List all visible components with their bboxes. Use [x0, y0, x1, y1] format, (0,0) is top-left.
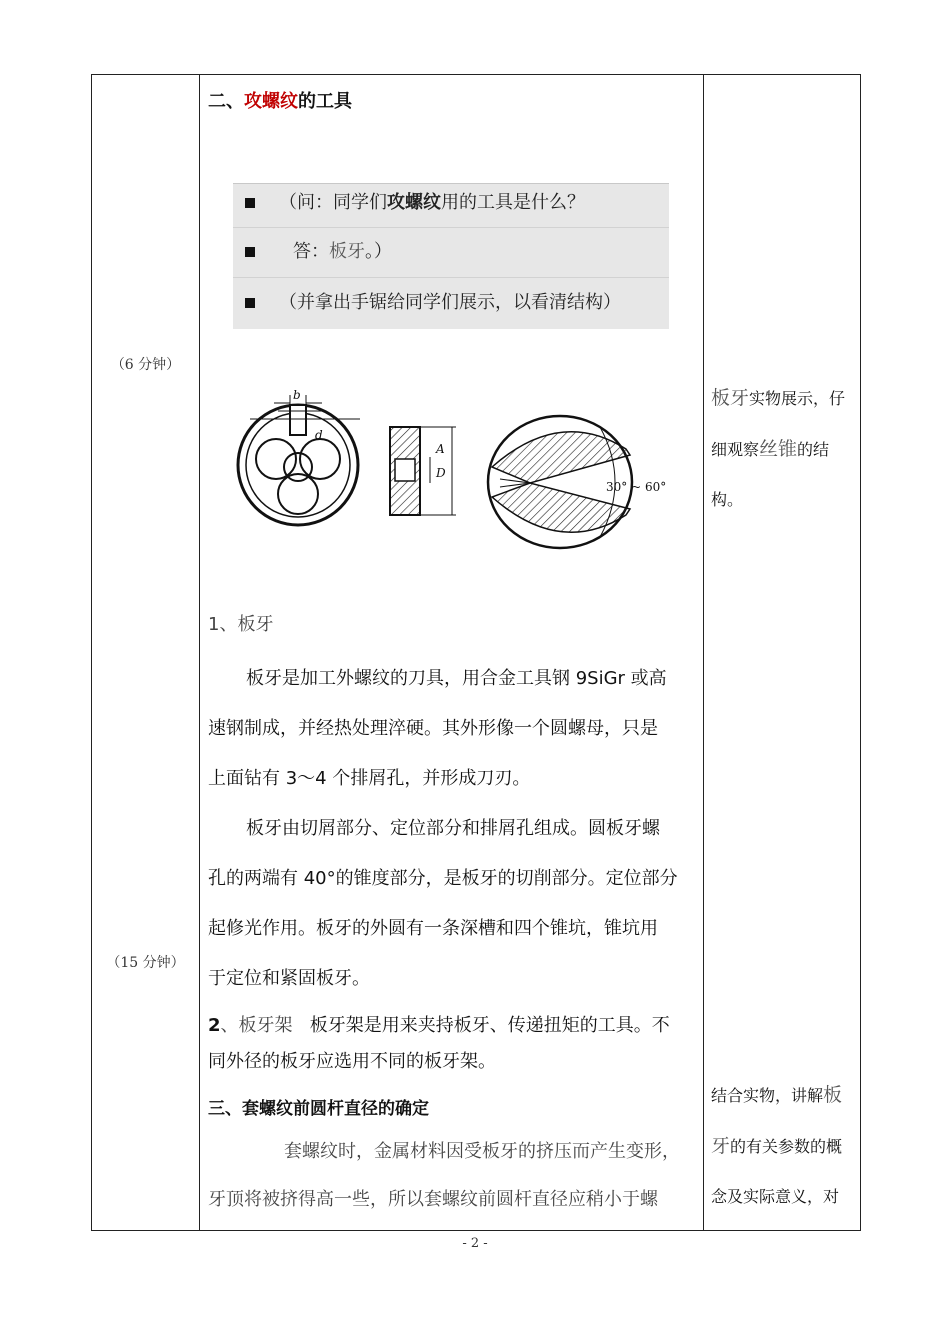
bullet-square-icon — [245, 198, 255, 208]
column-divider-right — [703, 74, 704, 1231]
label-D: D — [436, 466, 446, 480]
heading-emphasis: 攻螺纹 — [244, 91, 298, 112]
paragraph-die-structure: 板牙由切屑部分、定位部分和排屑孔组成。圆板牙螺 孔的两端有 40°的锥度部分，是板牙的切削部分。定位部分 起修光作用。板牙的外圆有一条深槽和四个锥坑，锥坑用 于定位和紧固板牙。 — [208, 818, 678, 989]
time-label-1: （6 分钟） — [110, 357, 181, 373]
time-label-2: （15 分钟） — [106, 955, 185, 971]
qa-row-question: （问：同学们攻螺纹用的工具是什么？ — [233, 184, 669, 228]
teaching-note-2: 结合实物，讲解板 牙的有关参数的概 念及实际意义，对 — [711, 1084, 843, 1206]
section-heading-3: 三、套螺纹前圆杆直径的确定 — [208, 1099, 429, 1119]
die-technical-figure — [230, 387, 682, 572]
label-angle: 30° ~ 60° — [606, 480, 667, 494]
heading-suffix: 的工具 — [298, 91, 352, 112]
heading-prefix: 二、 — [208, 91, 244, 112]
bullet-square-icon — [245, 247, 255, 257]
paragraph-die-intro: 板牙是加工外螺纹的刀具，用合金工具钢 9SiGr 或高 速钢制成，并经热处理淬硬。其外形像一个圆螺母，只是 上面钻有 3～4 个排屑孔，并形成刀刃。 — [208, 668, 667, 789]
label-d: d — [315, 428, 323, 442]
bullet-square-icon — [245, 298, 255, 308]
teaching-note-1: 板牙实物展示，仔 细观察丝锥的结 构。 — [711, 387, 846, 509]
paragraph-rod-diameter: 套螺纹时，金属材料因受板牙的挤压而产生变形， 牙顶将被挤得高一些，所以套螺纹前圆杆直径应稍小于螺 — [208, 1141, 680, 1210]
subsection-title-1: 1、板牙 — [208, 614, 274, 635]
page-number: - 2 - — [462, 1236, 488, 1251]
qa-row-answer: 答：板牙。） — [233, 228, 669, 278]
section-heading-2 — [208, 87, 352, 113]
label-A: A — [436, 442, 445, 456]
qa-row-note: （并拿出手锯给同学们展示，以看清结构） — [233, 278, 669, 328]
column-divider-left — [199, 74, 200, 1231]
paragraph-die-holder: 2、板牙架 板牙架是用来夹持板牙、传递扭矩的工具。不 同外径的板牙应选用不同的板牙架。 — [208, 1015, 670, 1072]
label-b: b — [293, 388, 301, 402]
qa-box — [233, 183, 669, 329]
